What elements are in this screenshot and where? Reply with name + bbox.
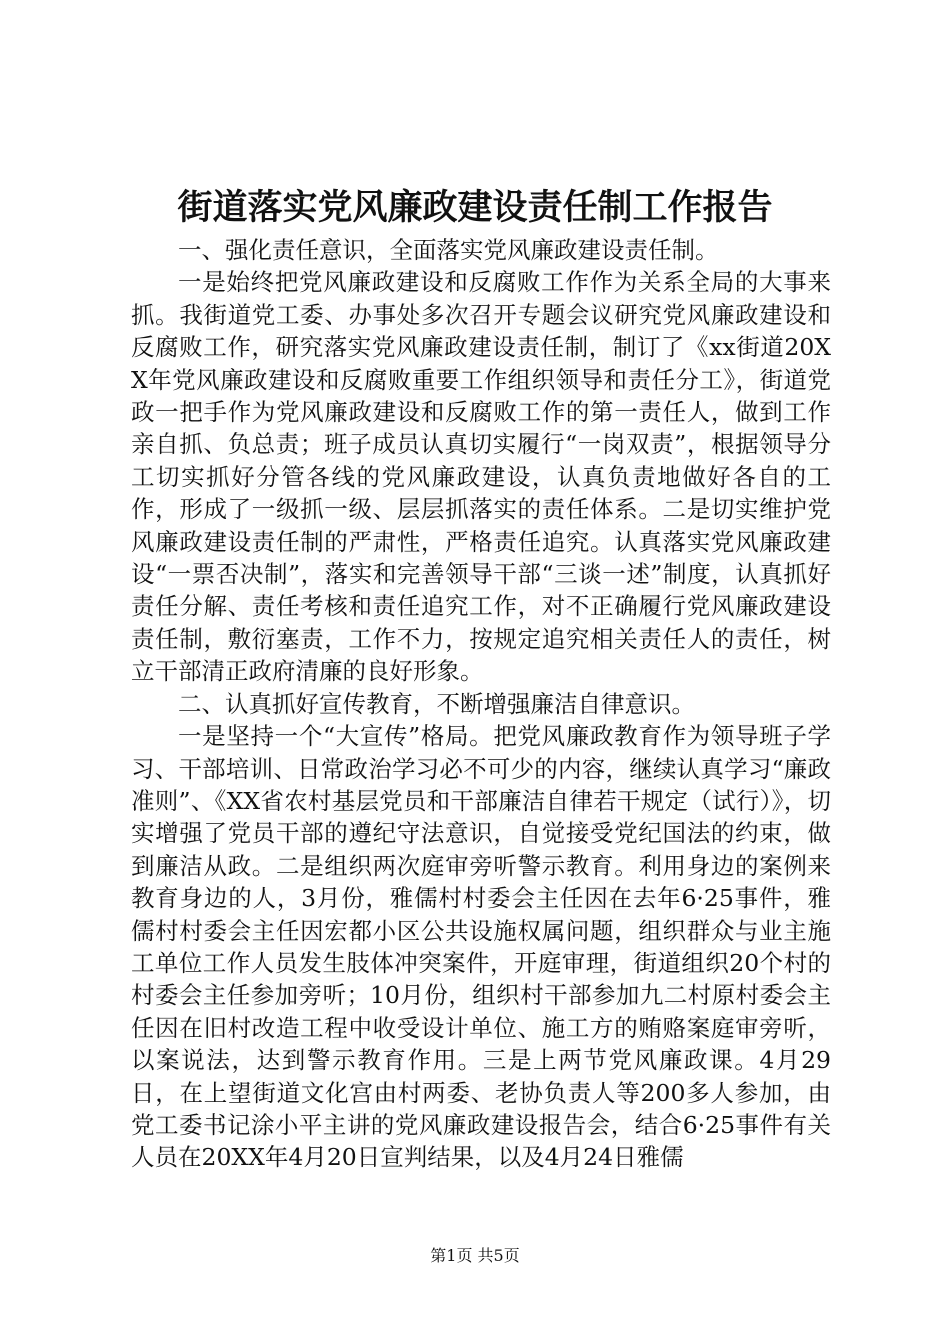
paragraph-section-1-body: 一是始终把党风廉政建设和反腐败工作作为关系全局的大事来抓。我街道党工委、办事处多次召开专题会议研究党风廉政建设和反腐败工作，研究落实党风廉政建设责任制，制订了《xx街道20XX年党风廉政建设和反腐败重要工作组织领导和责任分工》，街道党政一把手作为党风廉政建设和反腐败工作的第一责任人，做到工作亲自抓、负总责；班子成员认真切实履行“一岗双责”，根据领导分工切实抓好分管各线的党风廉政建设，认真负责地做好各自的工作，形成了一级抓一级、层层抓落实的责任体系。二是切实维护党风廉政建设责任制的严肃性，严格责任追究。认真落实党风廉政建设“一票否决制”，落实和完善领导干部“三谈一述”制度，认真抓好责任分解、责任考核和责任追究工作，对不正确履行党风廉政建设责任制，敷衍塞责，工作不力，按规定追究相关责任人的责任，树立干部清正政府清廉的良好形象。 (131, 268, 831, 686)
page-title: 街道落实党风廉政建设责任制工作报告 (177, 187, 773, 228)
paragraph-section-1-heading: 一、强化责任意识，全面落实党风廉政建设责任制。 (178, 236, 719, 264)
document-body (131, 234, 831, 1174)
paragraph-section-2-heading: 二、认真抓好宣传教育，不断增强廉洁自律意识。 (178, 689, 695, 718)
page-number-footer: 第1页 共5页 (430, 1246, 520, 1265)
paragraph-section-2-body: 一是坚持一个“大宣传”格局。把党风廉政教育作为领导班子学习、干部培训、日常政治学习必不可少的内容，继续认真学习“廉政准则”、《XX省农村基层党员和干部廉洁自律若干规定（试行）》，切实增强了党员干部的遵纪守法意识，自觉接受党纪国法的约束，做到廉洁从政。二是组织两次庭审旁听警示教育。利用身边的案例来教育身边的人，3月份，雅儒村村委会主任因在去年6·25事件，雅儒村村委会主任因宏都小区公共设施权属问题，组织群众与业主施工单位工作人员发生肢体冲突案件，开庭审理，街道组织20个村的村委会主任参加旁听；10月份，组织村干部参加九二村原村委会主任因在旧村改造工程中收受设计单位、施工方的贿赂案庭审旁听，以案说法，达到警示教育作用。三是上两节党风廉政课。4月29日，在上望街道文化宫由村两委、老协负责人等200多人参加，由党工委书记涂小平主讲的党风廉政建设报告会，结合6·25事件有关人员在20XX年4月20日宣判结果，以及4月24日雅儒 (131, 722, 831, 1172)
